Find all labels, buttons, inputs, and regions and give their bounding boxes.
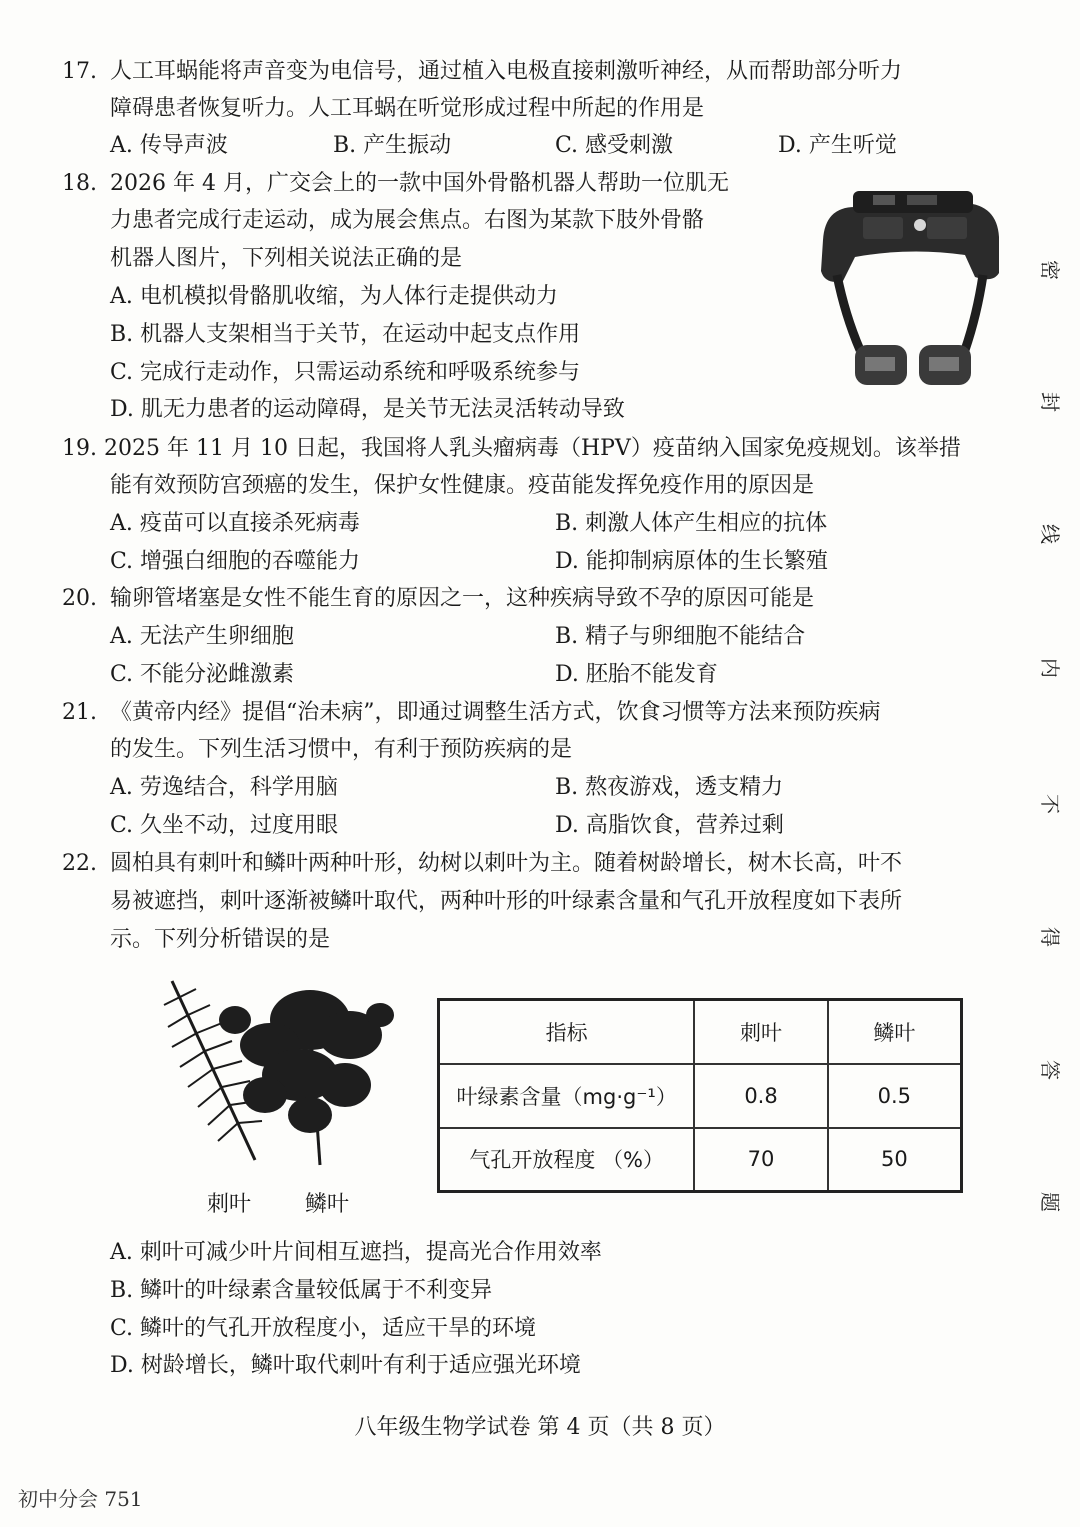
option-b: B. 刺激人体产生相应的抗体 — [555, 511, 828, 536]
option-b: B. 鳞叶的叶绿素含量较低属于不利变异 — [110, 1278, 493, 1303]
seal-char: 封 — [1038, 392, 1062, 412]
option-b: B. 产生振动 — [333, 133, 452, 158]
table-header-cell: 鳞叶 — [828, 1000, 962, 1064]
option-c: C. 鳞叶的气孔开放程度小，适应干旱的环境 — [110, 1316, 537, 1341]
question-number: 22. — [62, 851, 97, 876]
option-a: A. 疫苗可以直接杀死病毒 — [110, 511, 360, 536]
table-row — [439, 1064, 962, 1128]
table-header-row — [439, 1000, 962, 1064]
table-cell: 0.5 — [828, 1064, 962, 1128]
option-d: D. 肌无力患者的运动障碍，是关节无法灵活转动导致 — [110, 397, 625, 422]
option-b: B. 熬夜游戏，透支精力 — [555, 775, 784, 800]
question-text-line: 《黄帝内经》提倡“治未病”，即通过调整生活方式，饮食习惯等方法来预防疾病 — [110, 700, 881, 725]
table-cell: 气孔开放程度 （%） — [439, 1128, 695, 1192]
option-c: C. 增强白细胞的吞噬能力 — [110, 549, 361, 574]
question-number: 17. — [62, 59, 97, 84]
question-text-line: 2026 年 4 月，广交会上的一款中国外骨骼机器人帮助一位肌无 — [110, 171, 729, 196]
option-a: A. 劳逸结合，科学用脑 — [110, 775, 338, 800]
option-c: C. 不能分泌雌激素 — [110, 662, 295, 687]
option-d: D. 产生听觉 — [778, 133, 897, 158]
question-text-line: 障碍患者恢复听力。人工耳蜗在听觉形成过程中所起的作用是 — [110, 96, 705, 121]
question-number: 19. — [62, 436, 97, 461]
question-text-line: 易被遮挡，刺叶逐渐被鳞叶取代，两种叶形的叶绿素含量和气孔开放程度如下表所 — [110, 889, 903, 914]
seal-char: 题 — [1038, 1192, 1062, 1212]
table-row — [439, 1128, 962, 1192]
table-cell: 叶绿素含量（mg·g⁻¹） — [439, 1064, 695, 1128]
question-text-line: 的发生。下列生活习惯中，有利于预防疾病的是 — [110, 737, 573, 762]
question-text-line: 机器人图片，下列相关说法正确的是 — [110, 246, 463, 271]
seal-char: 不 — [1038, 794, 1062, 814]
question-text-line: 圆柏具有刺叶和鳞叶两种叶形，幼树以刺叶为主。随着树龄增长，树木长高，叶不 — [110, 851, 903, 876]
leaf-illustration — [150, 975, 400, 1175]
option-d: D. 树龄增长，鳞叶取代刺叶有利于适应强光环境 — [110, 1353, 581, 1378]
question-text-line: 人工耳蜗能将声音变为电信号，通过植入电极直接刺激听神经，从而帮助部分听力 — [110, 59, 903, 84]
option-c: C. 久坐不动，过度用眼 — [110, 813, 339, 838]
question-text-line: 力患者完成行走运动，成为展会焦点。右图为某款下肢外骨骼 — [110, 208, 705, 233]
option-d: D. 高脂饮食，营养过剩 — [555, 813, 784, 838]
option-d: D. 胚胎不能发育 — [555, 662, 718, 687]
question-number: 18. — [62, 171, 97, 196]
seal-char: 线 — [1038, 524, 1062, 544]
table-header-cell: 指标 — [439, 1000, 695, 1064]
page-footer: 八年级生物学试卷 第 4 页（共 8 页） — [354, 1415, 726, 1440]
seal-char: 答 — [1038, 1060, 1062, 1080]
question-text-line: 能有效预防宫颈癌的发生，保护女性健康。疫苗能发挥免疫作用的原因是 — [110, 473, 815, 498]
option-b: B. 精子与卵细胞不能结合 — [555, 624, 806, 649]
option-a: A. 刺叶可减少叶片间相互遮挡，提高光合作用效率 — [110, 1240, 602, 1265]
table-cell: 0.8 — [694, 1064, 827, 1128]
option-d: D. 能抑制病原体的生长繁殖 — [555, 549, 828, 574]
table-cell: 50 — [828, 1128, 962, 1192]
seal-char: 密 — [1038, 260, 1062, 280]
question-number: 20. — [62, 586, 97, 611]
option-b: B. 机器人支架相当于关节，在运动中起支点作用 — [110, 322, 581, 347]
seal-char: 内 — [1038, 658, 1062, 678]
option-a: A. 传导声波 — [110, 133, 228, 158]
exoskeleton-robot-image — [815, 185, 1005, 400]
question-text-line: 2025 年 11 月 10 日起，我国将人乳头瘤病毒（HPV）疫苗纳入国家免疫规划。该举措 — [104, 436, 961, 461]
option-c: C. 感受刺激 — [555, 133, 674, 158]
question-number: 21. — [62, 700, 97, 725]
scale-leaf-caption: 鳞叶 — [305, 1192, 350, 1217]
table-header-cell: 刺叶 — [694, 1000, 827, 1064]
question-text-line: 示。下列分析错误的是 — [110, 927, 331, 952]
option-a: A. 电机模拟骨骼肌收缩，为人体行走提供动力 — [110, 284, 558, 309]
seal-char: 得 — [1038, 927, 1062, 947]
corner-watermark: 初中分会 751 — [18, 1487, 143, 1511]
option-c: C. 完成行走动作，只需运动系统和呼吸系统参与 — [110, 360, 581, 385]
spike-leaf-caption: 刺叶 — [207, 1192, 252, 1217]
table-cell: 70 — [694, 1128, 827, 1192]
leaf-data-table — [437, 998, 963, 1193]
option-a: A. 无法产生卵细胞 — [110, 624, 294, 649]
question-text-line: 输卵管堵塞是女性不能生育的原因之一，这种疾病导致不孕的原因可能是 — [110, 586, 815, 611]
